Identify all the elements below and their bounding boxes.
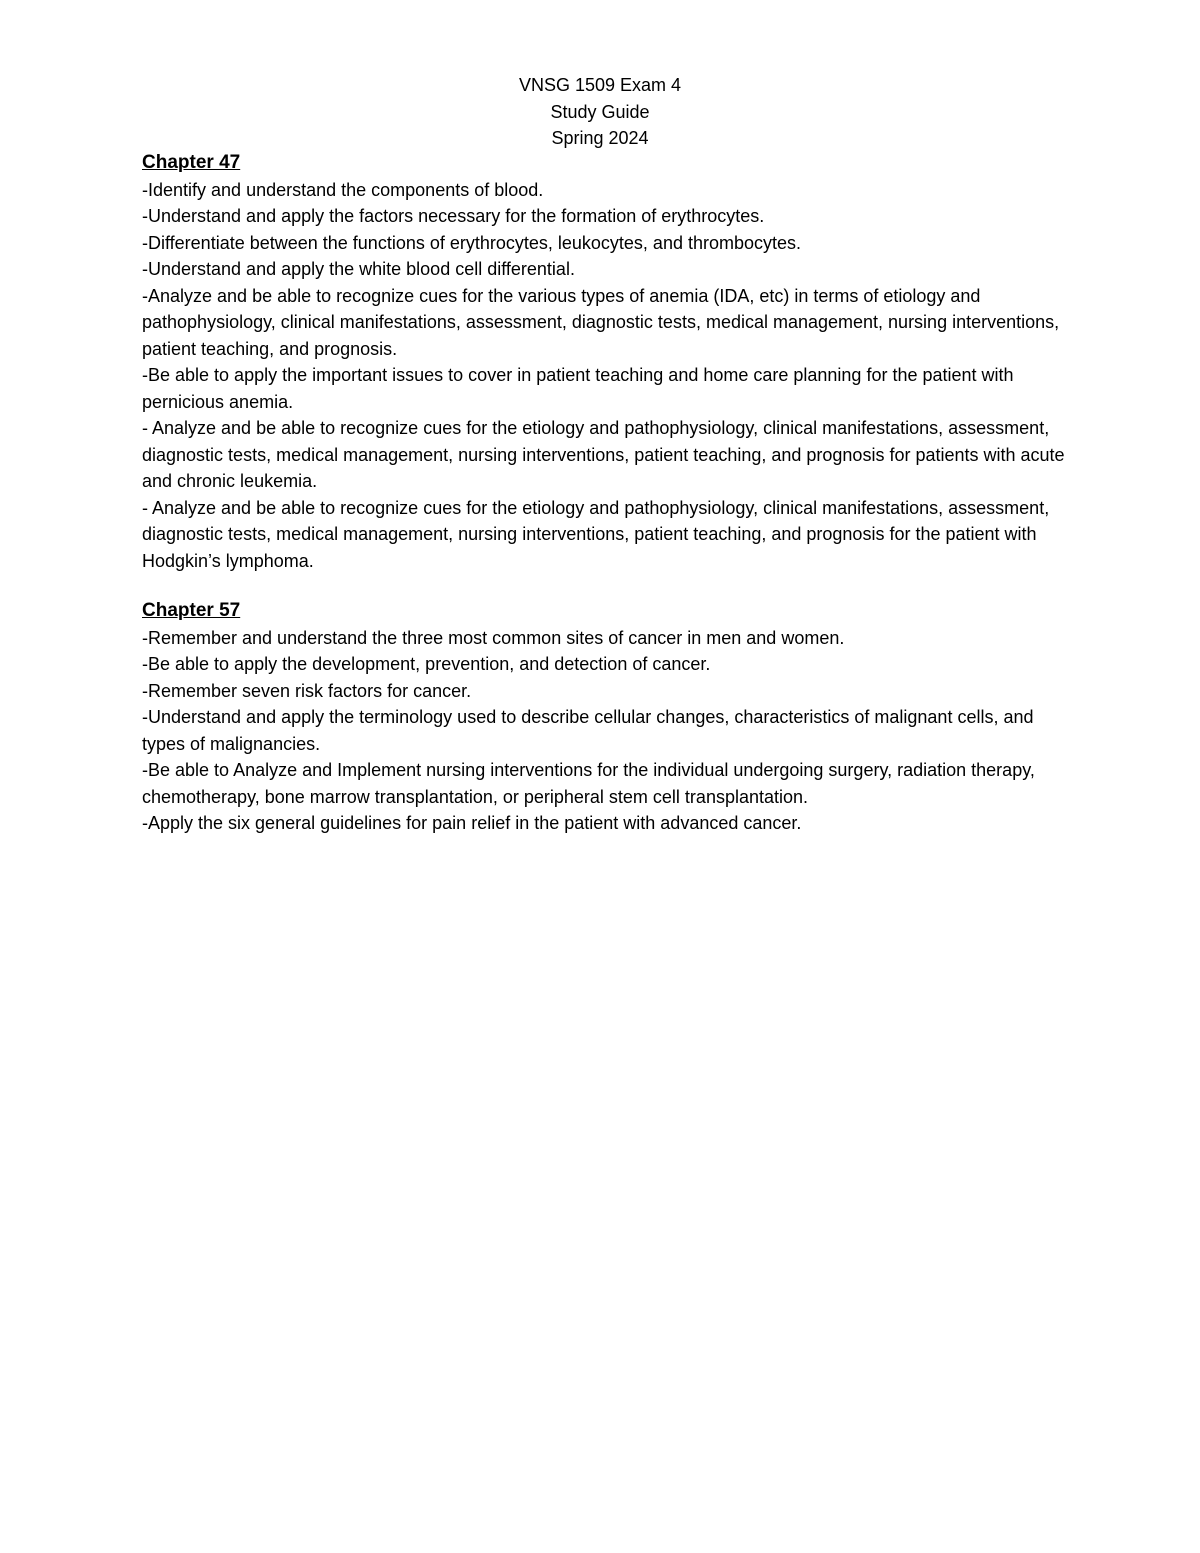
chapter-57-section (142, 598, 1072, 837)
list-item: -Be able to Analyze and Implement nursing interventions for the individual undergoing surgery, radiation therapy, chemotherapy, bone marrow transplantation, or peripheral stem cell transplantation. (142, 760, 1035, 807)
list-item: -Remember seven risk factors for cancer. (142, 680, 472, 701)
list-item: -Be able to apply the important issues to cover in patient teaching and home care planning for the patient with pernicious anemia. (142, 365, 1014, 412)
list-item: -Understand and apply the factors necessary for the formation of erythrocytes. (142, 206, 765, 226)
chapter-heading: Chapter 57 (142, 600, 241, 621)
list-item: - Analyze and be able to recognize cues for the etiology and pathophysiology, clinical manifestations, assessment, diagnostic tests, medical management, nursing interventions, patient teaching, and prognosis for the patient with Hodgkin’s lymphoma. (142, 497, 1050, 571)
document-header (0, 72, 1200, 152)
course-title: VNSG 1509 Exam 4 (518, 75, 682, 95)
list-item: -Identify and understand the components of blood. (142, 179, 544, 200)
list-item: -Be able to apply the development, prevention, and detection of cancer. (142, 654, 711, 674)
document-title: Study Guide (550, 101, 650, 122)
chapter-47-section (142, 150, 1072, 574)
document-term: Spring 2024 (551, 128, 649, 148)
list-item: -Remember and understand the three most common sites of cancer in men and women. (142, 627, 845, 648)
list-item: -Understand and apply the white blood cell differential. (142, 259, 575, 279)
document-body (142, 150, 1072, 837)
chapter-heading: Chapter 47 (142, 152, 241, 173)
list-item: - Analyze and be able to recognize cues for the etiology and pathophysiology, clinical manifestations, assessment, diagnostic tests, medical management, nursing interventions, patient teaching, and prognosis for patients with acute and chronic leukemia. (142, 418, 1065, 491)
list-item: -Understand and apply the terminology used to describe cellular changes, characteristics of malignant cells, and types of malignancies. (142, 707, 1034, 754)
list-item: -Analyze and be able to recognize cues for the various types of anemia (IDA, etc) in terms of etiology and pathophysiology, clinical manifestations, assessment, diagnostic tests, medical management, nursing interventions, patient teaching, and prognosis. (142, 285, 1060, 359)
list-item: -Apply the six general guidelines for pain relief in the patient with advanced cancer. (142, 813, 802, 833)
section-spacer (142, 574, 1072, 598)
list-item: -Differentiate between the functions of erythrocytes, leukocytes, and thrombocytes. (142, 232, 802, 253)
